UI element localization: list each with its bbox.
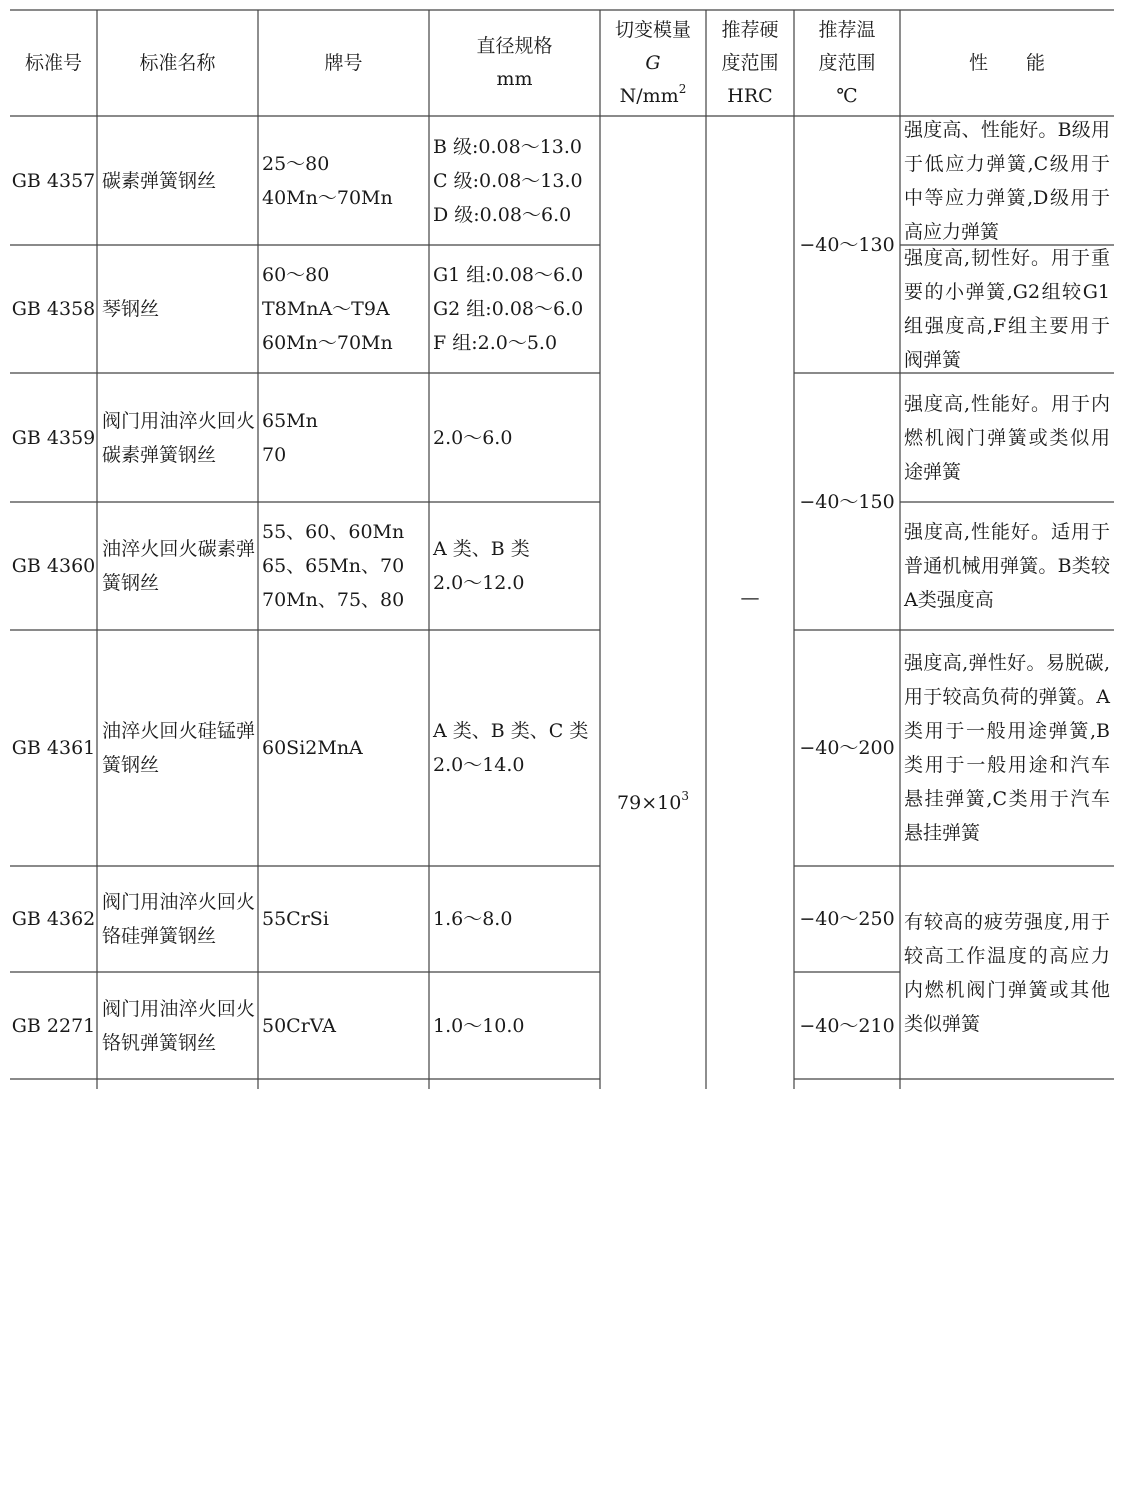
diameter-gb4360: A 类、B 类 2.0～12.0 bbox=[433, 538, 530, 594]
performance-gb4358: 强度高,韧性好。用于重要的小弹簧,G2组较G1组强度高,F组主要用于阀弹簧 bbox=[904, 247, 1110, 371]
header-diameter-unit: mm bbox=[496, 68, 533, 90]
std-name-gb4359: 阀门用油淬火回火碳素弹簧钢丝 bbox=[102, 409, 255, 466]
header-temperature-unit: ℃ bbox=[836, 84, 858, 107]
temperature-gb4361: −40～200 bbox=[799, 737, 895, 759]
grade-gb4362: 55CrSi bbox=[262, 908, 329, 930]
diameter-gb4362: 1.6～8.0 bbox=[433, 908, 513, 930]
header-shear-modulus: 切变模量 G $N/mm^2$ bbox=[600, 10, 706, 116]
std-no-gb4358: GB 4358 bbox=[11, 298, 96, 320]
std-name-gb4360: 油淬火回火碳素弹簧钢丝 bbox=[102, 538, 255, 594]
diameter-gb2271: 1.0～10.0 bbox=[433, 1014, 525, 1037]
std-name-gb4362: 阀门用油淬火回火铬硅弹簧钢丝 bbox=[102, 891, 255, 947]
header-grade: 牌号 bbox=[324, 52, 363, 74]
grade-gb4358: 60～80 T8MnA～T9A 60Mn～70Mn bbox=[262, 264, 393, 354]
grade-gb4361: 60Si2MnA bbox=[262, 737, 363, 759]
shear-modulus-value: $79\times 10^3$ bbox=[617, 789, 689, 814]
grade-gb2271: 50CrVA bbox=[262, 1014, 336, 1037]
std-name-gb2271: 阀门用油淬火回火铬钒弹簧钢丝 bbox=[102, 997, 255, 1054]
grade-gb4360: 55、60、60Mn 65、65Mn、70 70Mn、75、80 bbox=[262, 521, 405, 611]
header-std-no: 标准号 bbox=[24, 52, 82, 74]
header-hardness-unit: HRC bbox=[727, 84, 773, 107]
header-std-name: 标准名称 bbox=[139, 52, 216, 74]
performance-gb4362-gb2271: 有较高的疲劳强度,用于较高工作温度的高应力内燃机阀门弹簧或其他类似弹簧 bbox=[904, 910, 1110, 1035]
std-no-gb4361: GB 4361 bbox=[11, 737, 96, 759]
std-no-gb4357: GB 4357 bbox=[11, 169, 96, 192]
std-no-gb4360: GB 4360 bbox=[11, 555, 96, 577]
grade-gb4357: 25～80 40Mn～70Mn bbox=[262, 152, 393, 209]
std-name-gb4361: 油淬火回火硅锰弹簧钢丝 bbox=[102, 720, 255, 776]
performance-gb4361: 强度高,弹性好。易脱碳,用于较高负荷的弹簧。A类用于一般用途弹簧,B类用于一般用途和汽车悬挂弹簧,C类用于汽车悬挂弹簧 bbox=[904, 652, 1110, 844]
grade-gb4359: 65Mn 70 bbox=[262, 409, 318, 466]
header-diameter: 直径规格 mm bbox=[429, 10, 600, 116]
temperature-gb4357-gb4358: −40～130 bbox=[799, 233, 895, 256]
temperature-gb4359-gb4360: −40～150 bbox=[799, 490, 895, 513]
diameter-gb4358: G1 组:0.08～6.0 G2 组:0.08～6.0 F 组:2.0～5.0 bbox=[433, 264, 584, 354]
std-no-gb4362: GB 4362 bbox=[11, 908, 96, 930]
header-shear-unit: $N/mm^2$ bbox=[619, 81, 687, 107]
diameter-gb4359: 2.0～6.0 bbox=[433, 426, 513, 449]
header-shear-symbol: G bbox=[645, 51, 661, 74]
performance-gb4359: 强度高,性能好。用于内燃机阀门弹簧或类似用途弹簧 bbox=[904, 392, 1110, 483]
header-temperature: 推荐温 度范围 ℃ bbox=[794, 10, 900, 116]
performance-gb4357: 强度高、性能好。B级用于低应力弹簧,C级用于中等应力弹簧,D级用于高应力弹簧 bbox=[904, 118, 1110, 243]
diameter-gb4361: A 类、B 类、C 类 2.0～14.0 bbox=[433, 720, 589, 776]
std-name-gb4358: 琴钢丝 bbox=[102, 298, 160, 320]
temperature-gb2271: −40～210 bbox=[799, 1014, 895, 1037]
std-no-gb2271: GB 2271 bbox=[11, 1014, 96, 1037]
std-no-gb4359: GB 4359 bbox=[11, 426, 96, 449]
header-hardness: 推荐硬 度范围 HRC bbox=[706, 10, 794, 116]
hardness-value: — bbox=[740, 586, 760, 609]
std-name-gb4357: 碳素弹簧钢丝 bbox=[102, 169, 217, 192]
header-performance: 性 能 bbox=[968, 52, 1045, 74]
performance-gb4360: 强度高,性能好。适用于普通机械用弹簧。B类较A类强度高 bbox=[904, 521, 1110, 611]
temperature-gb4362: −40～250 bbox=[799, 908, 895, 930]
diameter-gb4357: B 级:0.08～13.0 C 级:0.08～13.0 D 级:0.08～6.0 bbox=[433, 135, 583, 226]
